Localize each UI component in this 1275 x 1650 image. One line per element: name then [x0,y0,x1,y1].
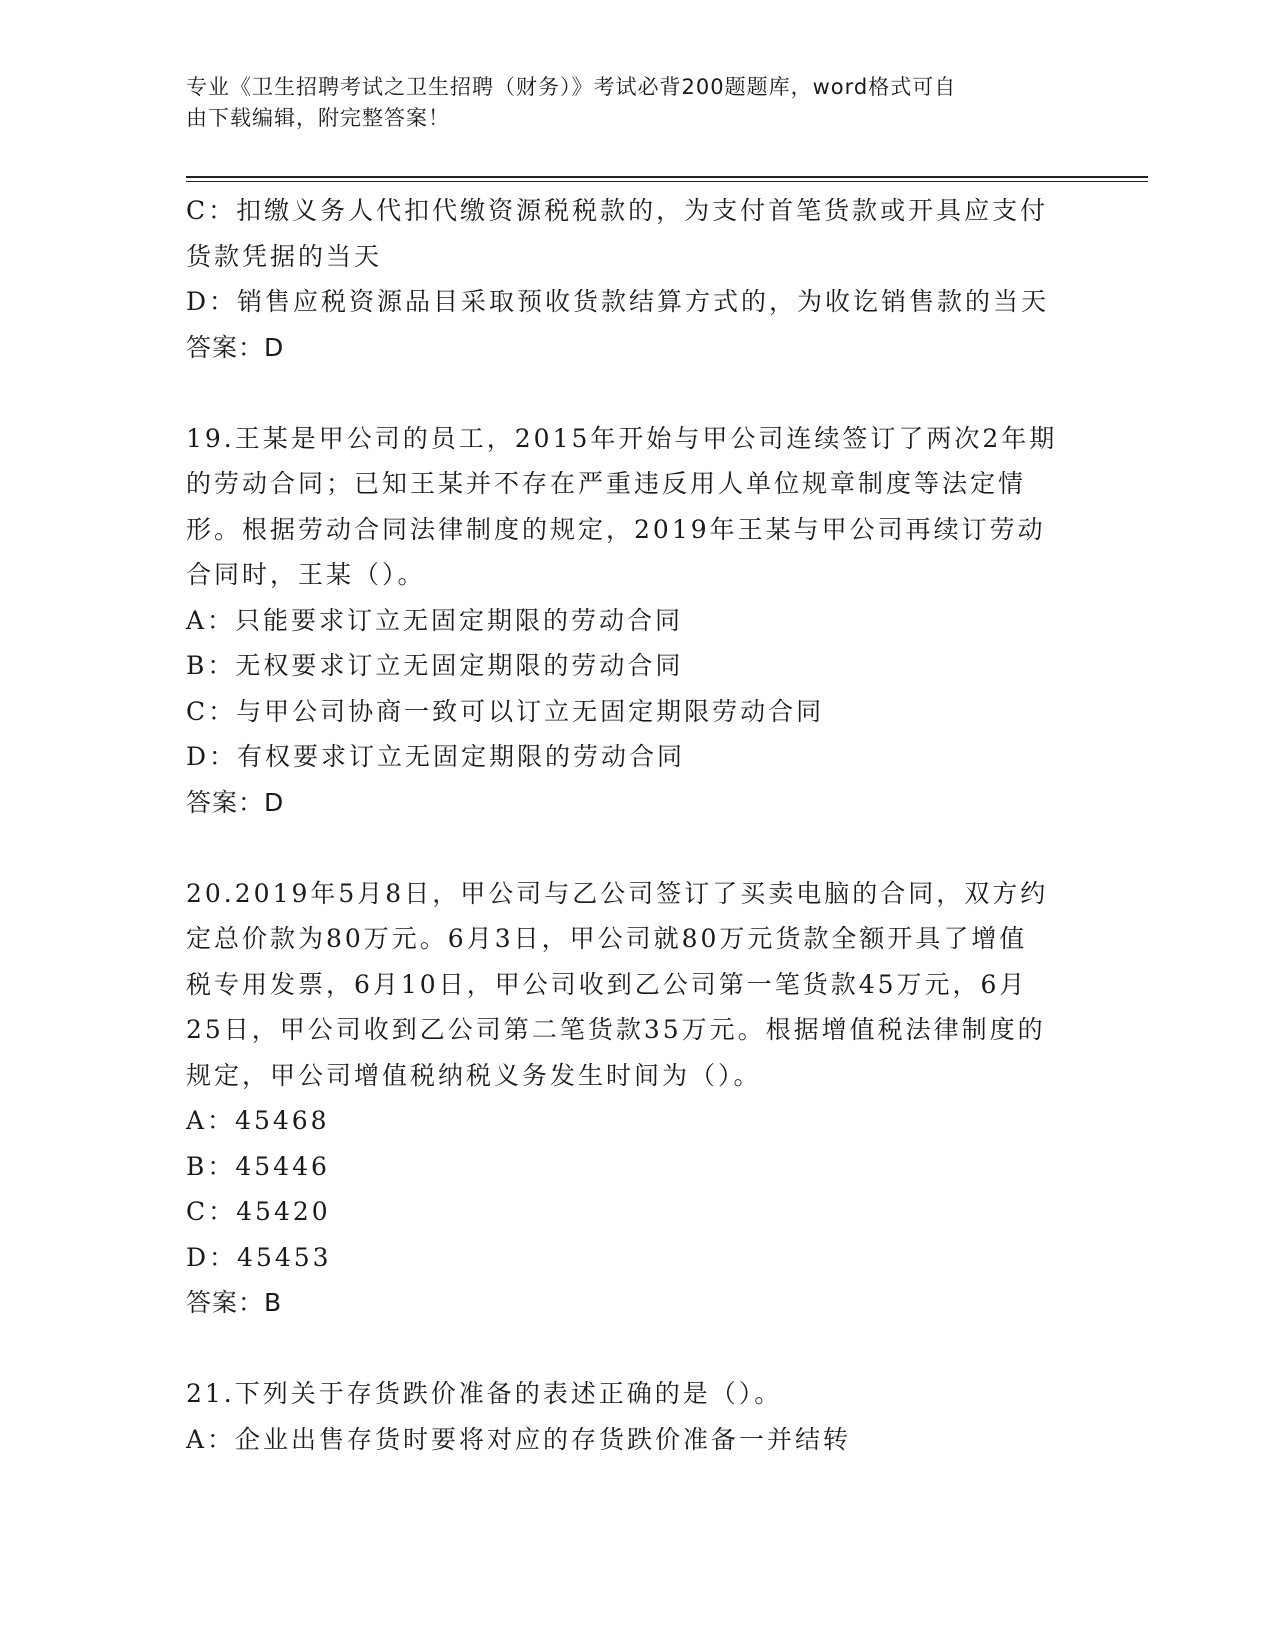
option-d: D：销售应税资源品目采取预收货款结算方式的，为收讫销售款的当天 [186,287,1050,316]
question-stem-line: 形。根据劳动合同法律制度的规定，2019年王某与甲公司再续订劳动 [186,514,1046,544]
question-stem-line: 合同时，王某（）。 [186,560,426,589]
option-c: C：与甲公司协商一致可以订立无固定期限劳动合同 [186,696,825,726]
option-b: B：无权要求订立无固定期限的劳动合同 [186,651,684,680]
header-line-1: 专业《卫生招聘考试之卫生招聘（财务）》考试必背200题题库，word格式可自 [186,75,957,99]
option-a: A：45468 [186,1106,330,1135]
option-c: C：45420 [186,1197,331,1226]
header-rule-thick [186,176,1148,178]
question-stem-line: 19.王某是甲公司的员工，2015年开始与甲公司连续签订了两次2年期 [186,423,1058,453]
option-d: D：有权要求订立无固定期限的劳动合同 [186,742,686,771]
page-header [186,72,1066,134]
question-21 [186,1371,1086,1462]
option-d: D：45453 [186,1242,332,1272]
option-a: A：只能要求订立无固定期限的劳动合同 [186,605,684,635]
option-b: B：45446 [186,1151,330,1181]
question-stem-line: 25日，甲公司收到乙公司第二笔货款35万元。根据增值税法律制度的 [186,1015,1046,1044]
header-line-2: 由下载编辑，附完整答案！ [186,106,450,130]
spacer [186,1326,1086,1372]
question-20 [186,871,1086,1326]
option-a: A：企业出售存货时要将对应的存货跌价准备一并结转 [186,1424,852,1454]
question-stem-line: 规定，甲公司增值税纳税义务发生时间为（）。 [186,1060,762,1090]
answer-line: 答案：D [186,787,285,817]
spacer [186,370,1086,416]
question-stem-line: 定总价款为80万元。6月3日，甲公司就80万元货款全额开具了增值 [186,924,1028,953]
answer-line: 答案：B [186,1288,283,1317]
question-19 [186,416,1086,826]
header-rule-thin [186,181,1148,182]
question-stem-line: 的劳动合同；已知王某并不存在严重违反用人单位规章制度等法定情 [186,469,1027,498]
answer-line: 答案：D [186,332,285,362]
option-c-continued: 货款凭据的当天 [186,241,383,271]
option-c: C：扣缴义务人代扣代缴资源税税款的，为支付首笔货款或开具应支付 [186,196,1049,225]
question-stem-line: 21.下列关于存货跌价准备的表述正确的是（）。 [186,1379,783,1408]
question-stem-line: 税专用发票，6月10日，甲公司收到乙公司第一笔货款45万元，6月 [186,969,1028,999]
spacer [186,825,1086,871]
question-18-tail [186,188,1086,370]
question-stem-line: 20.2019年5月8日，甲公司与乙公司签订了买卖电脑的合同，双方约 [186,878,1049,908]
question-content [186,188,1086,1462]
